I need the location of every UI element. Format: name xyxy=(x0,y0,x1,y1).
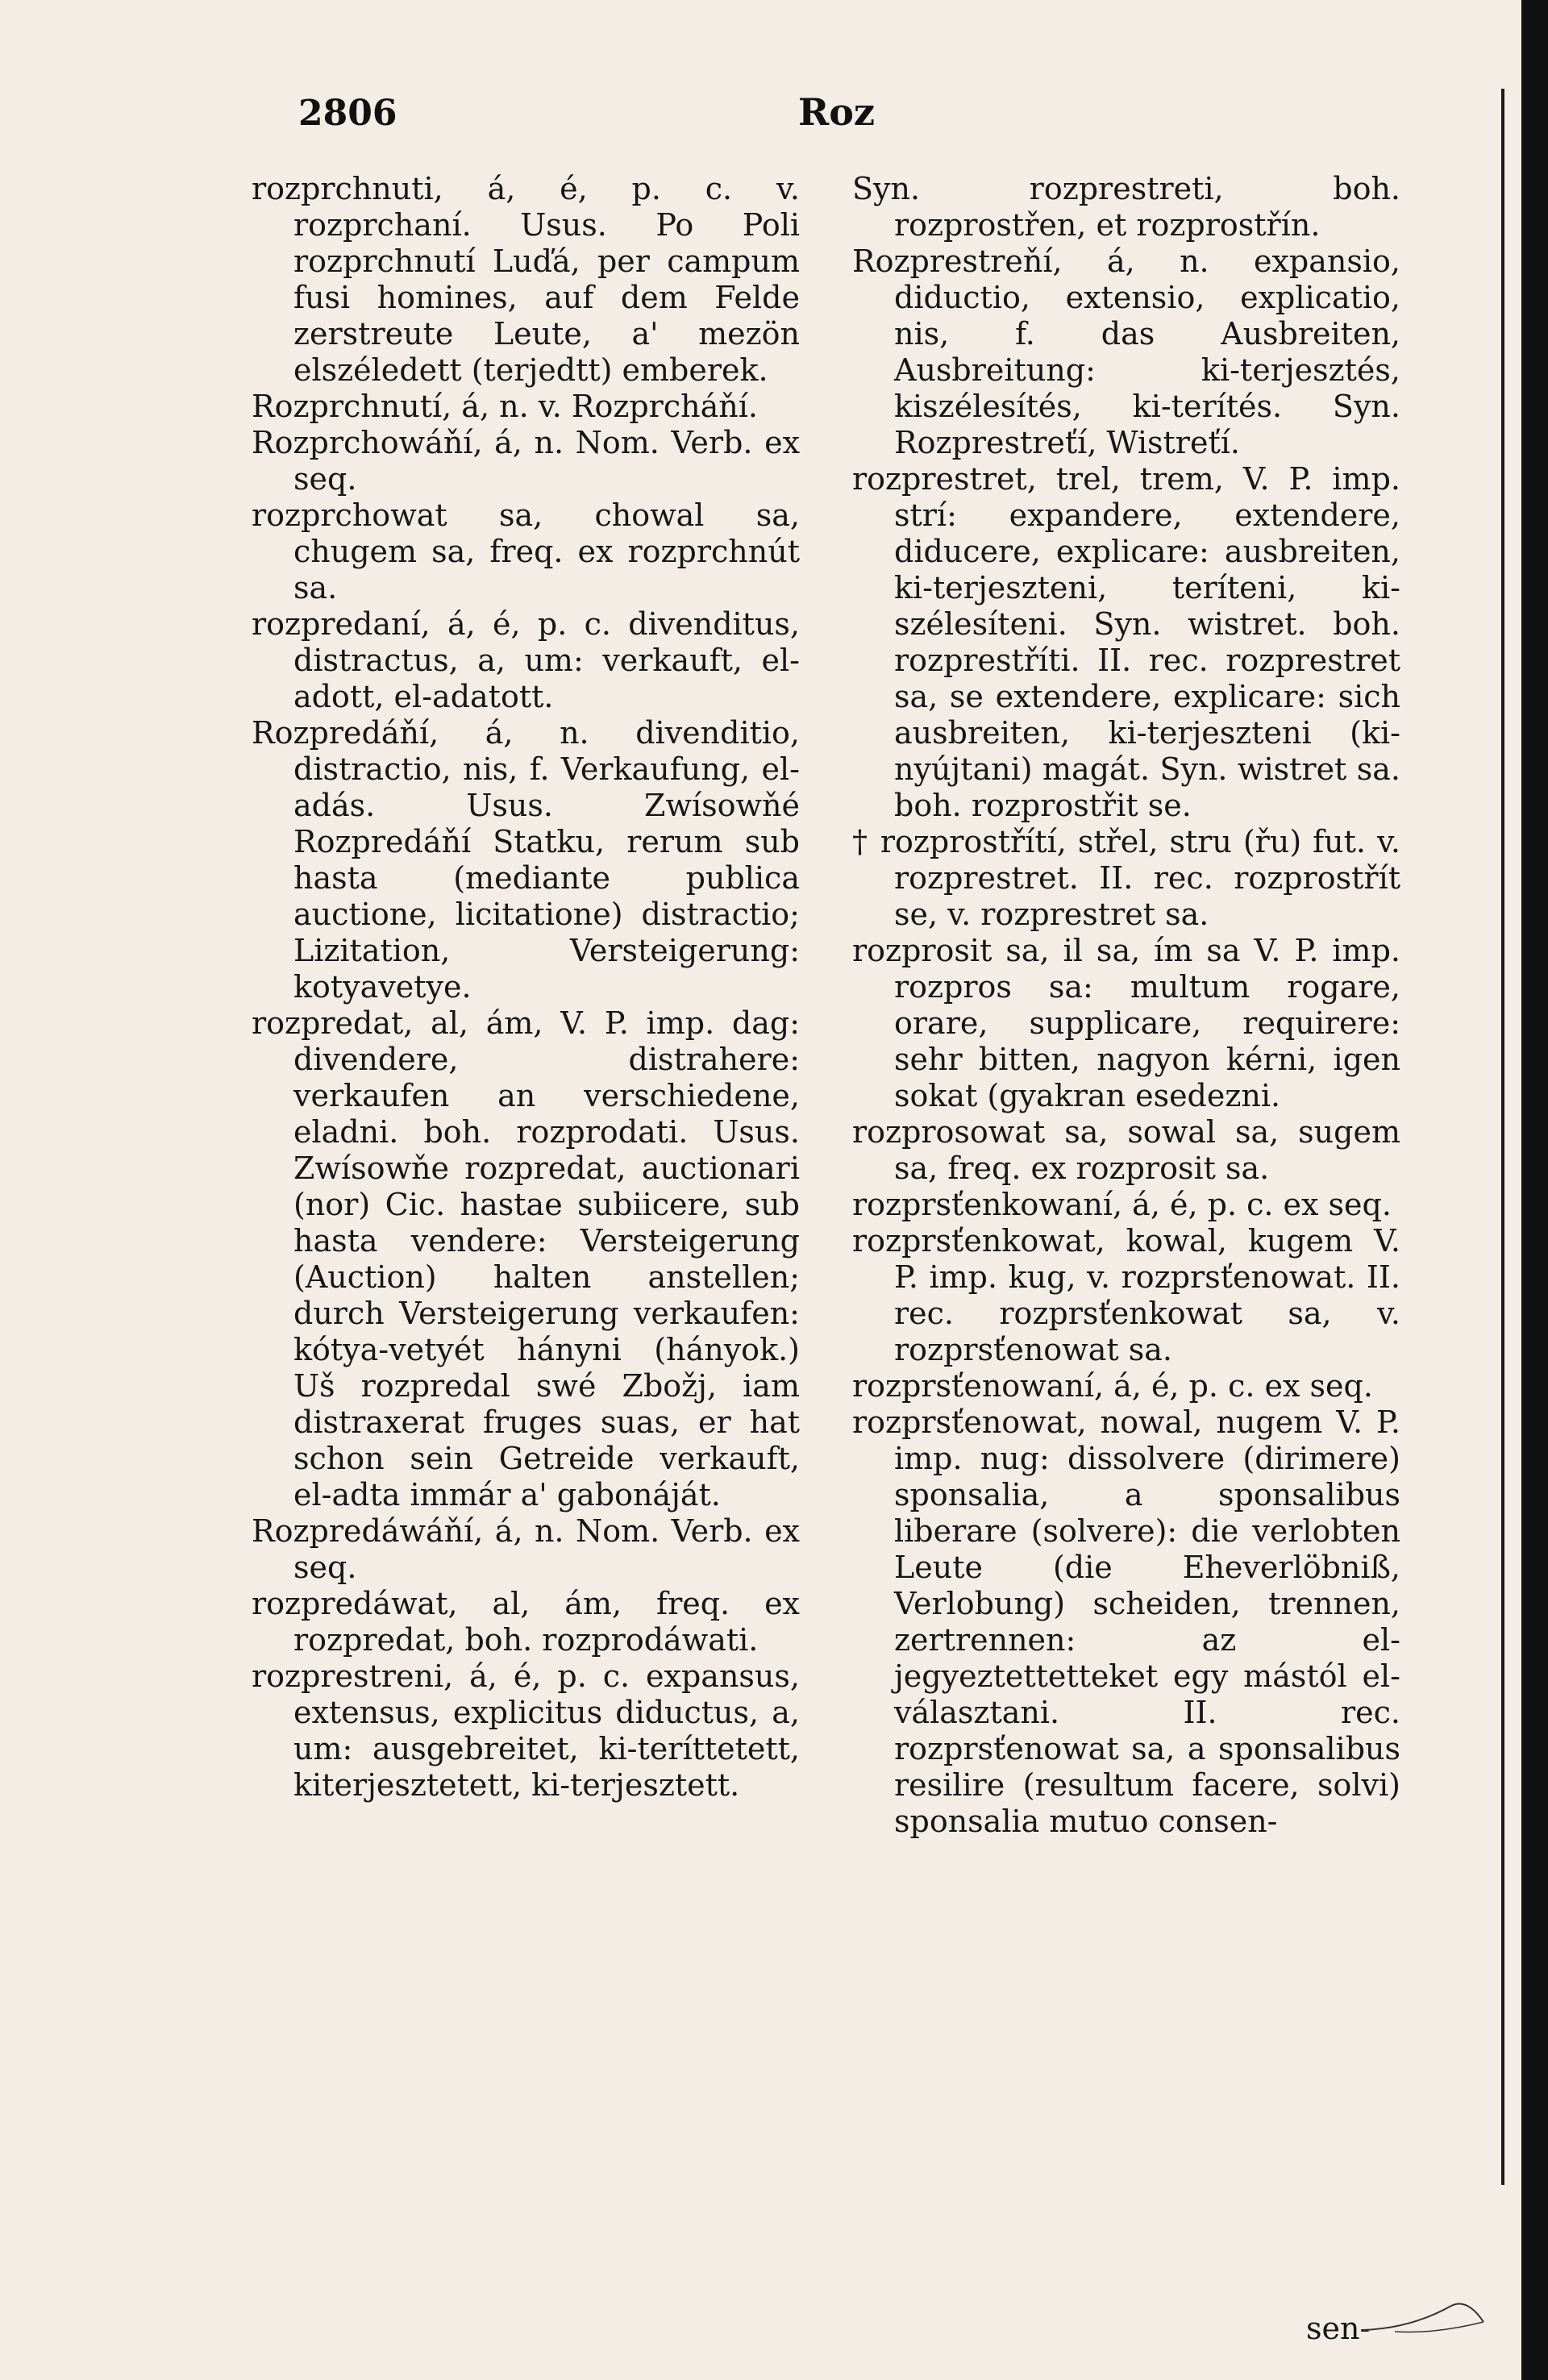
dictionary-entry: Rozprchnutí, á, n. v. Rozprcháňí. xyxy=(252,389,758,424)
dictionary-entry: rozprestret, trel, trem, V. P. imp. strí: expandere, extendere, diducere, explicare: ausbreiten, ki-terjeszteni, teríteni, ki-szélesíteni. Syn. wistret. boh. rozprestříti. II. rec. rozprestret sa, se extendere, explicare: sich ausbreiten, ki-terjeszteni (ki-nyújtani) magát. Syn. wistret sa. boh. rozprostřit se. xyxy=(852,461,1400,823)
dictionary-entry: Syn. rozprestreti, boh. rozprostřen, et rozprostřín. xyxy=(852,171,1400,243)
dictionary-entry: rozprsťenkowat, kowal, kugem V. P. imp. kug, v. rozprsťenowat. II. rec. rozprsťenkowat sa, v. rozprsťenowat sa. xyxy=(852,1223,1400,1367)
catchword: sen- xyxy=(1306,2311,1371,2346)
dictionary-entry: Rozpredáňí, á, n. divenditio, distractio, nis, f. Verkaufung, el-adás. Usus. Zwísowňé Rozpredáňí Statku, rerum sub hasta (mediante publica auctione, licitatione) distractio; Lizitation, Versteigerung: kotyavetye. xyxy=(252,715,800,1005)
dictionary-entry: rozprsťenowaní, á, é, p. c. ex seq. xyxy=(852,1368,1373,1404)
page-number: 2806 xyxy=(298,93,397,134)
dictionary-entry: rozprsťenkowaní, á, é, p. c. ex seq. xyxy=(852,1187,1392,1222)
running-head: Roz xyxy=(798,90,876,134)
dictionary-entry: rozprchnuti, á, é, p. c. v. rozprchaní. Usus. Po Poli rozprchnutí Luďá, per campum fusi homines, auf dem Felde zerstreute Leute, a' mezön elszéledett (terjedtt) emberek. xyxy=(252,171,800,388)
dictionary-entry: rozprsťenowat, nowal, nugem V. P. imp. nug: dissolvere (dirimere) sponsalia, a sponsalibus liberare (solvere): die verlobten Leute (die Eheverlöbniß, Verlobung) scheiden, trennen, zertrennen: az el-jegyeztettetteket egy mástól el-választani. II. rec. rozprsťenowat sa, a sponsalibus resilire (resultum facere, solvi) sponsalia mutuo consen- xyxy=(852,1404,1400,1839)
dictionary-entry: Rozpredáwáňí, á, n. Nom. Verb. ex seq. xyxy=(252,1513,800,1585)
scan-binding-line xyxy=(1501,89,1504,2185)
dictionary-entry: Rozprestreňí, á, n. expansio, diductio, extensio, explicatio, nis, f. das Ausbreiten, Ausbreitung: ki-terjesztés, kiszélesítés, ki-terítés. Syn. Rozprestreťí, Wistreťí. xyxy=(852,243,1400,460)
dictionary-entry: rozpredáwat, al, ám, freq. ex rozpredat, boh. rozprodáwati. xyxy=(252,1586,800,1658)
dictionary-entry: Rozprchowáňí, á, n. Nom. Verb. ex seq. xyxy=(252,425,800,497)
scan-edge xyxy=(1521,0,1548,2380)
left-column xyxy=(252,171,800,1804)
dictionary-entry: rozpredat, al, ám, V. P. imp. dag: divendere, distrahere: verkaufen an verschiedene, eladni. boh. rozprodati. Usus. Zwísowňe rozpredat, auctionari (nor) Cic. hastae subiicere, sub hasta vendere: Versteigerung (Auction) halten anstellen; durch Versteigerung verkaufen: kótya-vetyét hányni (hányok.) Uš rozpredal swé Zbožj, iam distraxerat fruges suas, er hat schon sein Getreide verkauft, el-adta immár a' gabonáját. xyxy=(252,1005,800,1512)
dictionary-entry: rozprchowat sa, chowal sa, chugem sa, freq. ex rozprchnút sa. xyxy=(252,497,800,605)
dictionary-entry: rozpredaní, á, é, p. c. divenditus, distractus, a, um: verkauft, el-adott, el-adatott. xyxy=(252,606,800,714)
dictionary-entry: † rozprostřítí, střel, stru (řu) fut. v. rozprestret. II. rec. rozprostřít se, v. rozprestret sa. xyxy=(852,824,1400,932)
right-column xyxy=(852,171,1400,1840)
dictionary-entry: rozprestreni, á, é, p. c. expansus, extensus, explicitus diductus, a, um: ausgebreitet, ki-teríttetett, kiterjesztetett, ki-terjesztett. xyxy=(252,1658,800,1803)
dictionary-entry: rozprosit sa, il sa, ím sa V. P. imp. rozpros sa: multum rogare, orare, supplicare, requirere: sehr bitten, nagyon kérni, igen sokat (gyakran esedezni. xyxy=(852,933,1400,1113)
page-curl-mark xyxy=(1363,2290,1492,2338)
dictionary-entry: rozprosowat sa, sowal sa, sugem sa, freq. ex rozprosit sa. xyxy=(852,1114,1400,1186)
